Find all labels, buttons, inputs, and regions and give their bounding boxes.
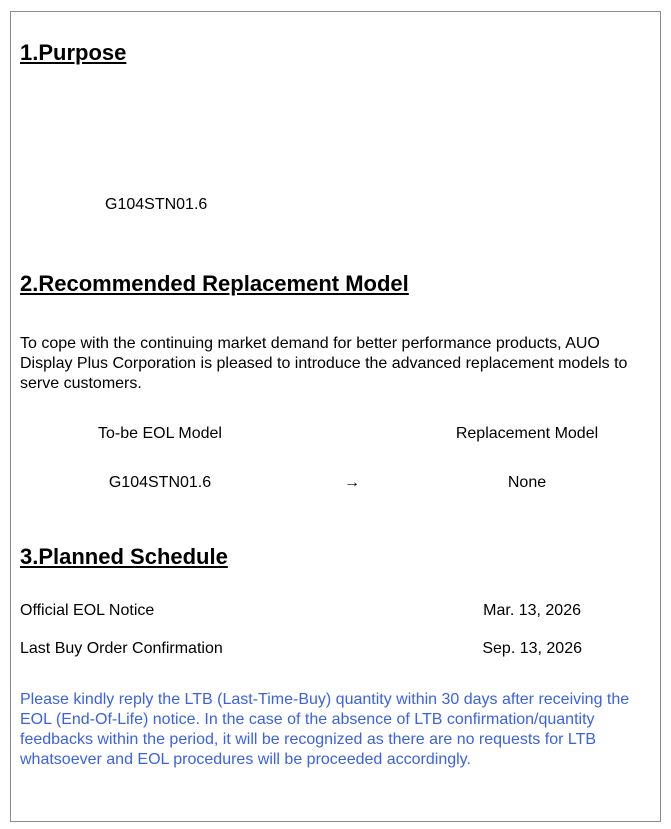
replacement-intro: To cope with the continuing market demand for better performance products, AUO Display Plus Corporation is pleased to introduce the advanced replacement models to serve customers. (20, 335, 628, 392)
eol-model-value: G104STN01.6 (108, 474, 212, 491)
col-eol-header: To-be EOL Model (98, 425, 222, 442)
schedule-row-label: Official EOL Notice (20, 602, 155, 619)
schedule-heading: 3.Planned Schedule (20, 544, 228, 569)
col-replacement-header: Replacement Model (455, 425, 599, 442)
replacement-heading: 2.Recommended Replacement Model (20, 271, 409, 296)
replacement-model-value: None (507, 474, 547, 491)
arrow-icon: → (344, 474, 360, 491)
ltb-notice: Please kindly reply the LTB (Last-Time-Buy) quantity within 30 days after receiving the EOL (End-Of-Life) notice. In the case of the absence of LTB confirmation/quantity feedbacks within the period, it will be recognized as there are no requests for LTB whatsoever and EOL procedures will be proceeded accordingly. (20, 691, 630, 768)
schedule-row-date: Sep. 13, 2026 (482, 640, 582, 657)
schedule-row-date: Mar. 13, 2026 (483, 602, 581, 619)
purpose-model: G104STN01.6 (105, 196, 208, 213)
schedule-row-label: Last Buy Order Confirmation (20, 640, 223, 657)
purpose-heading: 1.Purpose (20, 40, 127, 65)
